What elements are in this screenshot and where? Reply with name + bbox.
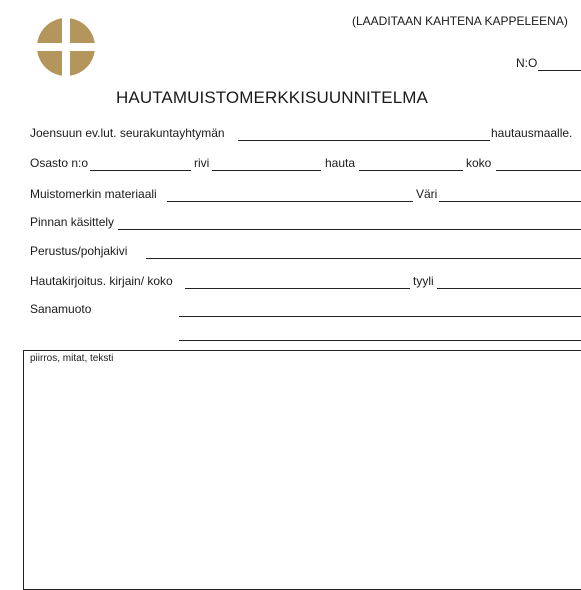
wording-field-line-1[interactable] <box>179 316 581 317</box>
section-label: Osasto n:o <box>30 156 89 170</box>
color-field[interactable] <box>439 201 581 202</box>
wording-field-line-2[interactable] <box>179 340 581 341</box>
style-field[interactable] <box>437 288 581 289</box>
copies-note: (LAADITAAN KAHTENA KAPPELEENA) <box>352 14 568 28</box>
cemetery-suffix-label: hautausmaalle. <box>491 126 573 140</box>
size-label: koko <box>466 156 492 170</box>
church-logo <box>36 17 96 77</box>
parish-label: Joensuun ev.lut. seurakuntayhtymän <box>30 126 225 140</box>
material-field[interactable] <box>167 201 413 202</box>
surface-label: Pinnan käsittely <box>30 215 115 229</box>
drawing-area-label: piirros, mitat, teksti <box>30 353 114 364</box>
color-label: Väri <box>416 187 438 201</box>
page-title: HAUTAMUISTOMERKKISUUNNITELMA <box>116 88 428 107</box>
material-label: Muistomerkin materiaali <box>30 187 157 201</box>
foundation-label: Perustus/pohjakivi <box>30 244 128 258</box>
drawing-area[interactable] <box>23 350 581 590</box>
number-field[interactable] <box>538 70 581 71</box>
row-label: rivi <box>194 156 210 170</box>
section-field[interactable] <box>90 170 191 171</box>
surface-field[interactable] <box>118 229 581 230</box>
grave-label: hauta <box>325 156 356 170</box>
inscription-label: Hautakirjoitus. kirjain/ koko <box>30 274 173 288</box>
style-label: tyyli <box>413 274 434 288</box>
cemetery-field[interactable] <box>238 140 490 141</box>
grave-field[interactable] <box>359 170 463 171</box>
size-field[interactable] <box>496 170 581 171</box>
foundation-field[interactable] <box>146 258 581 259</box>
inscription-field[interactable] <box>185 288 410 289</box>
wording-label: Sanamuoto <box>30 302 92 316</box>
row-field[interactable] <box>212 170 321 171</box>
number-label: N:O <box>516 56 538 70</box>
